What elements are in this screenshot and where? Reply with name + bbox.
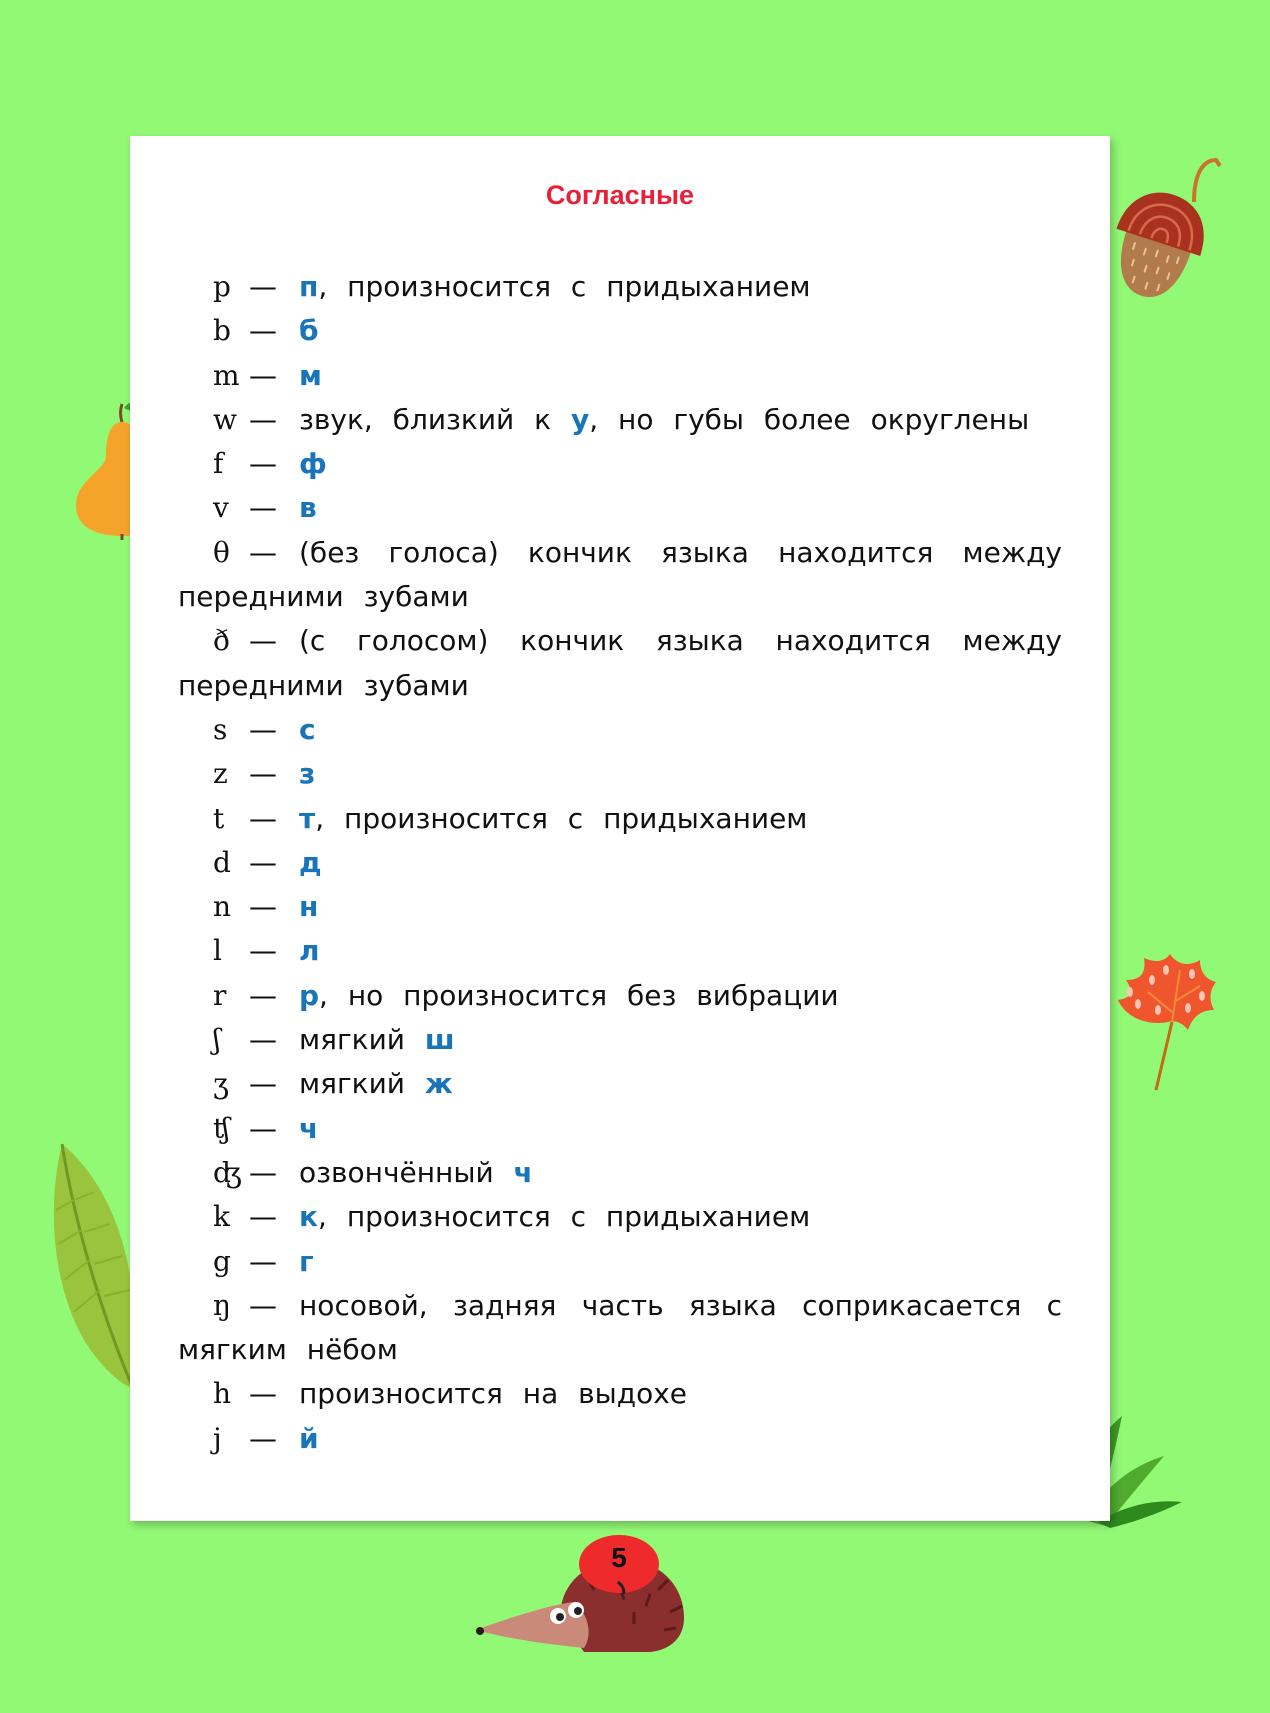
description: , произносится с придыханием [318, 270, 811, 303]
list-item: n — н [178, 885, 1062, 929]
green-leaf-icon [44, 1140, 134, 1390]
list-item: ŋ — носовой, задняя часть языка соприкасается с мягким нёбом [178, 1284, 1062, 1373]
russian-letter: г [299, 1244, 314, 1278]
list-item: z — з [178, 752, 1062, 796]
description: (с голосом) кончик языка находится между передними зубами [178, 624, 1062, 702]
list-item: f — ф [178, 442, 1062, 486]
ipa-symbol: h [213, 1377, 232, 1411]
list-item: ʧ — ч [178, 1107, 1062, 1151]
ipa-symbol: g [213, 1244, 231, 1278]
list-item: p — п, произносится с придыханием [178, 265, 1062, 309]
description: носовой, задняя часть языка соприкасается с мягким нёбом [178, 1288, 1062, 1367]
description: озвончённый [299, 1155, 514, 1189]
list-item: b — б [178, 309, 1062, 353]
russian-letter: ф [299, 447, 327, 481]
ipa-symbol: m [213, 358, 240, 392]
ipa-symbol: n [213, 890, 232, 924]
russian-letter: з [299, 757, 316, 791]
ipa-symbol: d [213, 845, 231, 879]
list-item: θ — (без голоса) кончик языка находится между передними зубами [178, 531, 1062, 620]
russian-letter: ш [424, 1023, 455, 1057]
list-item: ʤ — озвончённый ч [178, 1151, 1062, 1195]
russian-letter: б [299, 314, 319, 348]
description: , но губы более округлены [589, 402, 1030, 436]
list-item: h — произносится на выдохе [178, 1372, 1062, 1416]
ipa-symbol: z [213, 757, 228, 791]
russian-letter: ж [424, 1067, 453, 1101]
description: мягкий [299, 1023, 425, 1057]
description: звук, близкий к [299, 402, 571, 436]
ipa-symbol: θ [213, 535, 230, 569]
list-item: t — т, произносится с придыханием [178, 797, 1062, 841]
list-item: ʒ — мягкий ж [178, 1062, 1062, 1106]
consonant-list [178, 265, 1062, 1461]
ipa-symbol: l [213, 934, 222, 968]
russian-letter: р [299, 978, 320, 1012]
russian-letter: н [299, 890, 319, 924]
ipa-symbol: b [213, 314, 231, 348]
description: , но произносится без вибрации [319, 978, 839, 1012]
list-item: v — в [178, 486, 1062, 530]
description: произносится на выдохе [299, 1377, 688, 1411]
russian-letter: д [299, 845, 322, 879]
list-item: k — к, произносится с придыханием [178, 1195, 1062, 1239]
autumn-leaf-icon [1108, 952, 1218, 1092]
page-number: 5 [611, 1542, 627, 1573]
list-item: g — г [178, 1240, 1062, 1284]
russian-letter: ч [513, 1155, 533, 1189]
ipa-symbol: p [213, 270, 231, 303]
ipa-symbol: ŋ [213, 1288, 232, 1322]
russian-letter: т [299, 801, 316, 835]
ipa-symbol: ʧ [213, 1111, 230, 1145]
page-title: Согласные [545, 180, 695, 210]
acorn-icon [1098, 152, 1223, 307]
russian-letter: у [570, 402, 590, 436]
ipa-symbol: v [213, 491, 229, 525]
list-item: ð — (с голосом) кончик языка находится между передними зубами [178, 619, 1062, 708]
content-card [130, 136, 1110, 1521]
russian-letter: п [299, 270, 319, 303]
page-number-badge [578, 1530, 660, 1590]
ipa-symbol: ʃ [213, 1023, 221, 1057]
ipa-symbol: f [213, 447, 224, 481]
russian-letter: к [299, 1200, 319, 1234]
russian-letter: м [299, 358, 322, 392]
russian-letter: с [299, 712, 316, 746]
list-item: j — й [178, 1417, 1062, 1461]
russian-letter: л [299, 934, 320, 968]
russian-letter: в [299, 491, 317, 525]
description: , произносится с придыханием [318, 1200, 811, 1234]
ipa-symbol: r [213, 978, 227, 1012]
list-item: ʃ — мягкий ш [178, 1018, 1062, 1062]
list-item: l — л [178, 929, 1062, 973]
ipa-symbol: ʒ [213, 1067, 229, 1101]
russian-letter: ч [299, 1111, 319, 1145]
list-item: s — с [178, 708, 1062, 752]
ipa-symbol: k [213, 1200, 230, 1234]
ipa-symbol: ʤ [213, 1155, 242, 1189]
ipa-symbol: t [213, 801, 225, 835]
list-item: m — м [178, 354, 1062, 398]
list-item: w — звук, близкий к у, но губы более округлены [178, 398, 1062, 442]
ipa-symbol: ð [213, 624, 230, 658]
list-item: d — д [178, 841, 1062, 885]
russian-letter: й [299, 1421, 319, 1455]
ipa-symbol: w [213, 402, 237, 436]
description: мягкий [299, 1067, 425, 1101]
description: , произносится с придыханием [315, 801, 808, 835]
list-item: r — р, но произносится без вибрации [178, 974, 1062, 1018]
ipa-symbol: j [213, 1421, 222, 1455]
description: (без голоса) кончик языка находится между передними зубами [178, 535, 1062, 614]
ipa-symbol: s [213, 712, 228, 746]
